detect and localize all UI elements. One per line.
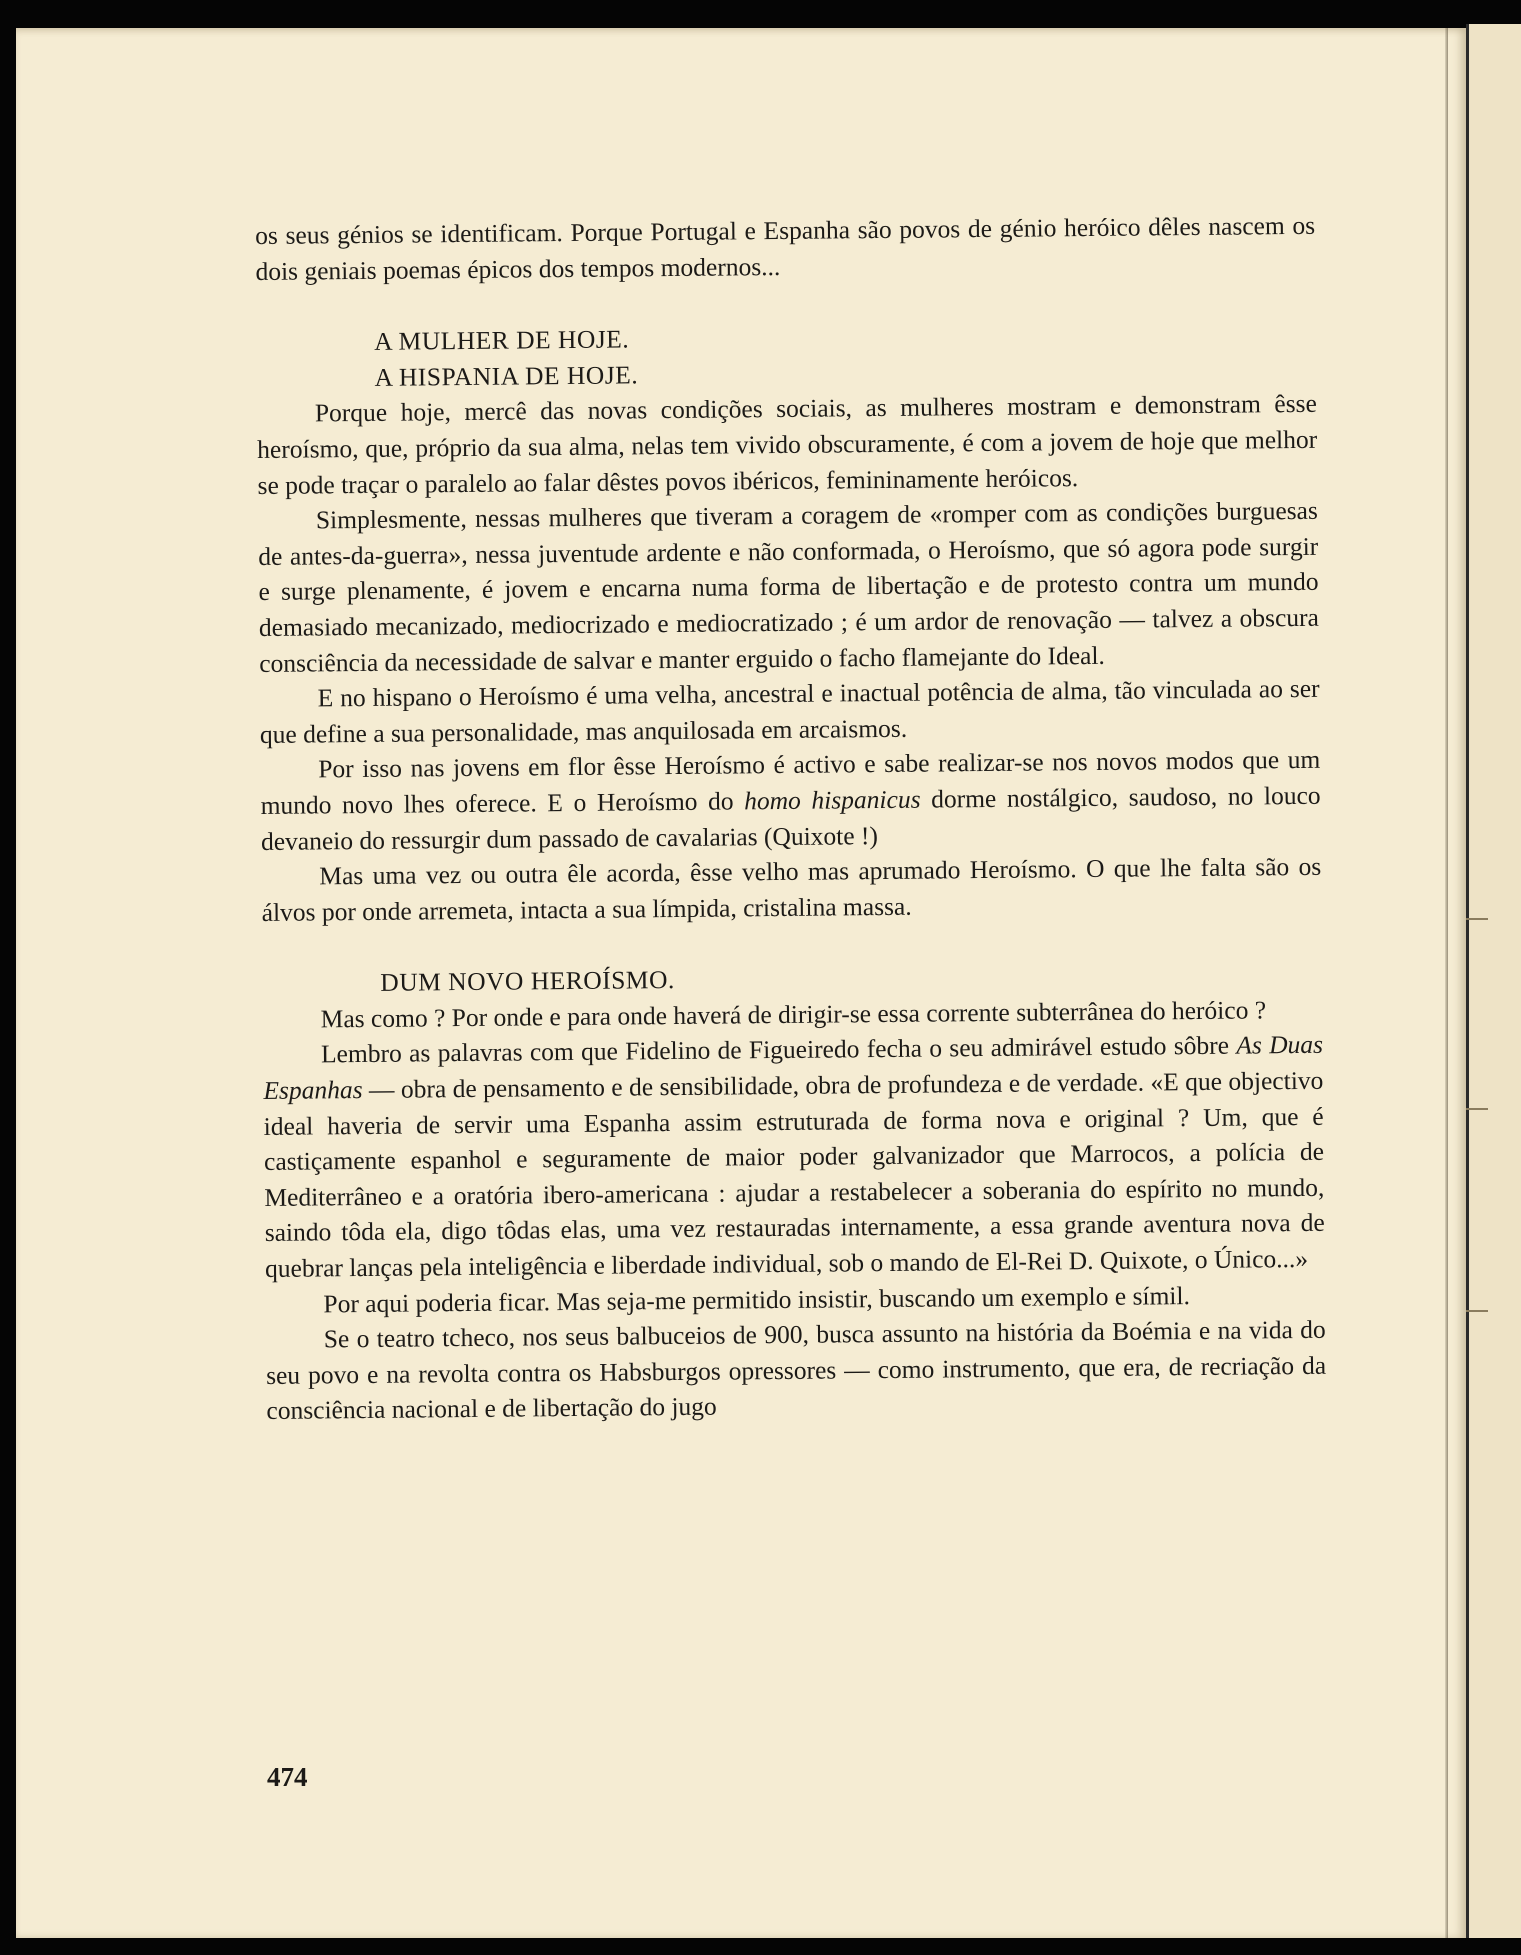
page-number: 474 bbox=[267, 1762, 308, 1792]
paragraph: Mas como ? Por onde e para onde haverá de dirigir-se essa corrente subterrânea do heróico ? bbox=[320, 995, 1267, 1034]
italic-term: homo hispanicus bbox=[744, 784, 921, 816]
paragraph-homo-hispanicus bbox=[260, 742, 1321, 859]
text-run: Lembro as palavras com que Fidelino de Figueiredo fecha o seu admirável estudo sôbre bbox=[320, 1031, 1237, 1069]
paragraph: Mas uma vez ou outra êle acorda, êsse velho mas aprumado Heroísmo. O que lhe falta são os álvos por onde arremeta, intacta a sua límpida, cristalina massa. bbox=[261, 851, 1322, 927]
section-heading-line: A MULHER DE HOJE. bbox=[374, 324, 630, 357]
paragraph: Porque hoje, mercê das novas condições sociais, as mulheres mostram e demonstram êsse heroísmo, que, próprio da sua alma, nelas tem vivido obscuramente, é com a jovem de hoje que melhor se pode traçar o paralelo ao falar dêstes povos ibéricos, femininamente heróicos. bbox=[257, 389, 1318, 500]
text-run: Por isso nas jovens em flor êsse Heroísmo é activo e sabe realizar-se nos novos modos que um mundo novo lhes oferece. E o Heroísmo do bbox=[260, 745, 1321, 820]
section-heading-line: A HISPANIA DE HOJE. bbox=[374, 360, 639, 392]
paragraph: Simplesmente, nessas mulheres que tiveram a coragem de «romper com as condições burguesas de antes-da-guerra», nessa juventude ardente e não conformada, o Heroísmo, que só agora pode surgir e surge plenamente, é jovem e encarna numa forma de libertação e de protesto contra um mundo demasiado mecanizado, mediocrizado e mediocratizado ; é um ardor de renovação — talvez a obscura consciência da necessidade de salvar e manter erguido o facho flamejante do Ideal. bbox=[258, 495, 1320, 678]
page-body bbox=[255, 208, 1327, 1429]
section-heading: DUM NOVO HEROÍSMO. bbox=[380, 965, 675, 998]
paragraph: E no hispano o Heroísmo é uma velha, ancestral e inactual potência de alma, tão vinculada ao ser que define a sua personalidade, mas anquilosada em arcaismos. bbox=[259, 673, 1320, 749]
paragraph: Por aqui poderia ficar. Mas seja-me permitido insistir, buscando um exemplo e símil. bbox=[323, 1280, 1191, 1319]
page-tab-mark bbox=[1466, 918, 1488, 920]
page-tab-mark bbox=[1466, 1310, 1488, 1312]
paragraph-continuation: os seus génios se identificam. Porque Portugal e Espanha são povos de génio heróico dêles nascem os dois geniais poemas épicos dos tempos modernos... bbox=[255, 210, 1316, 286]
paragraph-quote bbox=[263, 1027, 1325, 1286]
italic-book-title: As Duas Espanhas bbox=[263, 1030, 1324, 1106]
page-tab-mark bbox=[1466, 1108, 1488, 1110]
text-run: — obra de pensamento e de sensibilidade, obra de profundeza e de verdade. «E que objectivo ideal haveria de servir uma Espanha assim estruturada de forma nova e original ? Um, que é castiçamente espanhol e seguramente de maior poder galvanizador que Marrocos, a polícia de Mediterrâneo e a oratória ibero-americana : ajudar a restabelecer a soberania do espírito no mundo, saindo tôda ela, digo tôdas elas, uma vez restauradas internamente, a essa grande aventura nova de quebrar lanças pela inteligência e liberdade individual, sob o mando de El-Rei D. Quixote, o Único...» bbox=[263, 1065, 1325, 1283]
text-run: dorme nostálgico, saudoso, no louco devaneio do ressurgir dum passado de cavalarias (Quixote !) bbox=[260, 780, 1321, 856]
page-fold-shadow bbox=[1445, 28, 1448, 1938]
paragraph: Se o teatro tcheco, nos seus balbuceios de 900, busca assunto na história da Boémia e na vida do seu povo e na revolta contra os Habsburgos opressores — como instrumento, que era, de recriação da consciência nacional e de libertação do jugo bbox=[265, 1314, 1327, 1426]
adjacent-page-edge bbox=[1466, 24, 1521, 1938]
